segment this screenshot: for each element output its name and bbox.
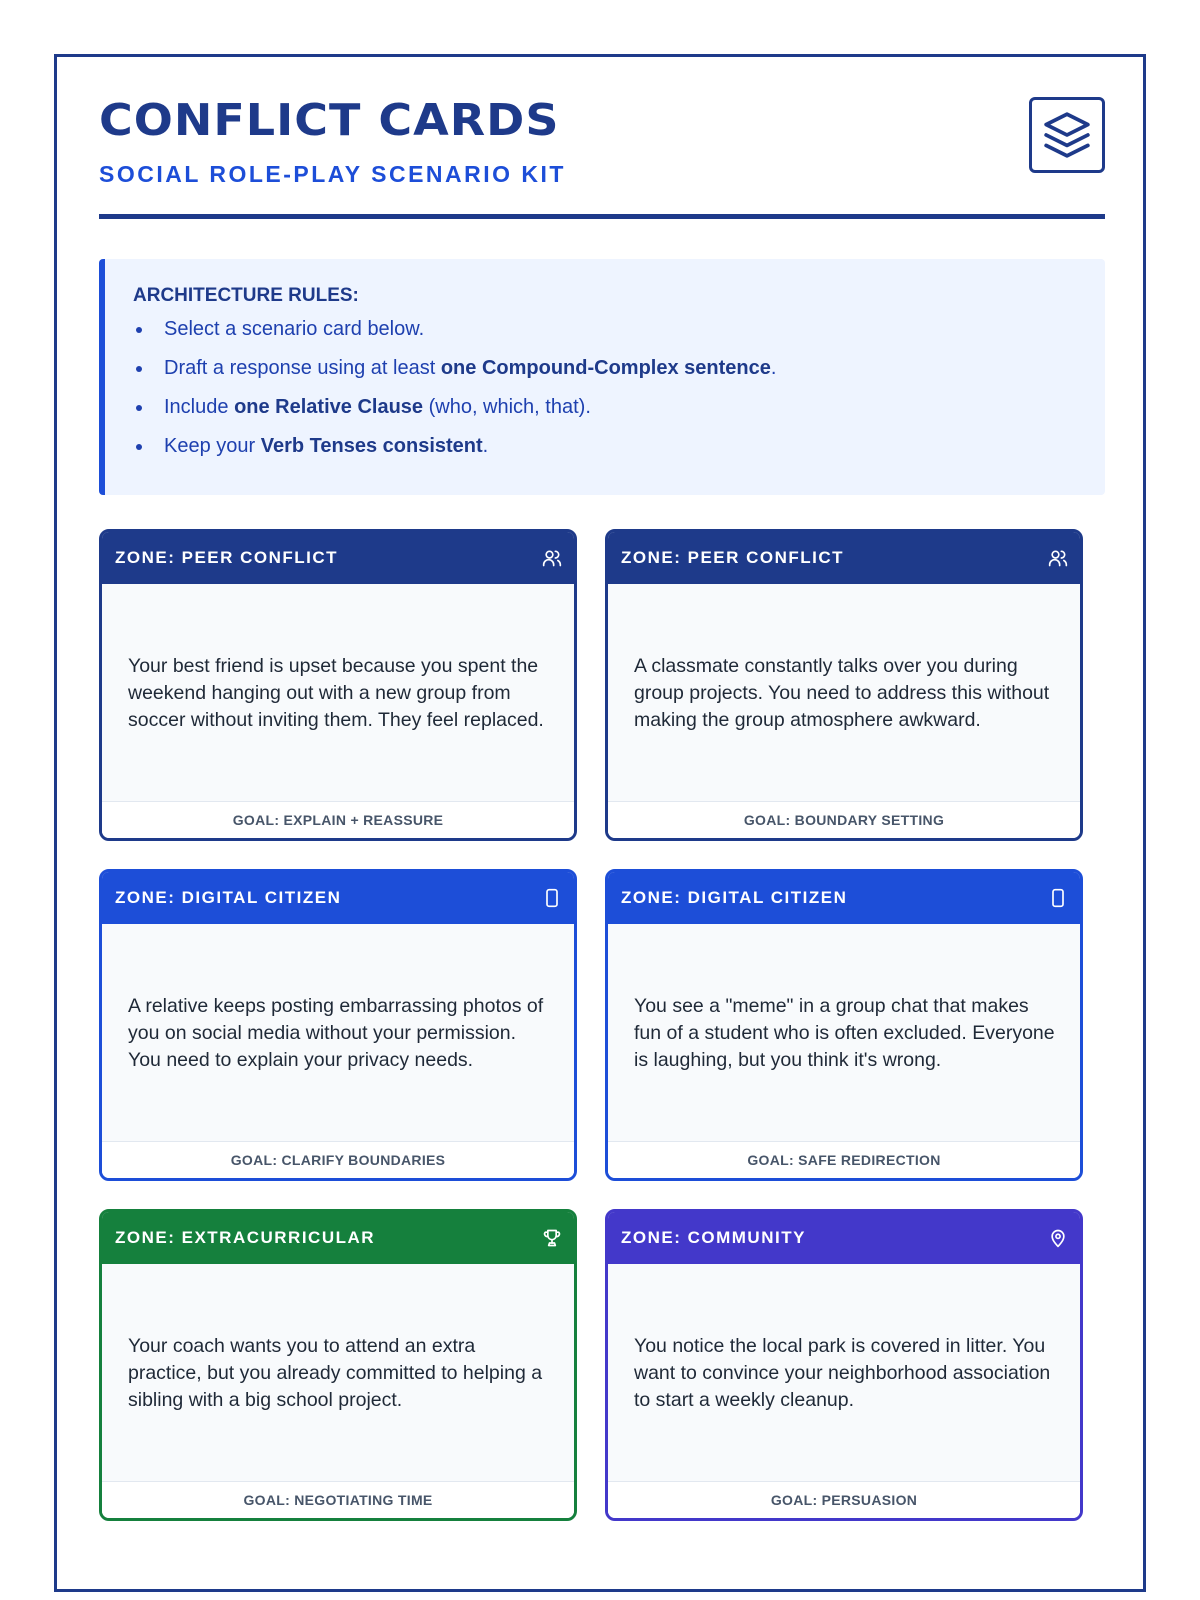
card-zone-label: ZONE: PEER CONFLICT (115, 548, 339, 567)
card-header (608, 532, 1080, 584)
card-scenario-text: You notice the local park is covered in litter. You want to convince your neighborhood association to start a weekly cleanup. (634, 1334, 1051, 1411)
card-goal: GOAL: EXPLAIN + REASSURE (102, 801, 574, 838)
rule-text-end: (who, which, that). (423, 396, 591, 418)
card-scenario-text: Your best friend is upset because you spent the weekend hanging out with a new group from soccer without inviting them. They feel replaced. (128, 654, 544, 731)
rules-heading: ARCHITECTURE RULES: (133, 285, 359, 306)
rule-text: Include (164, 396, 235, 418)
card-goal: GOAL: PERSUASION (608, 1481, 1080, 1518)
worksheet-page (54, 54, 1146, 1592)
rule-item (133, 395, 1105, 434)
rules-panel (99, 259, 1105, 495)
card-zone-label: ZONE: PEER CONFLICT (621, 548, 845, 567)
page-title: CONFLICT CARDS (99, 94, 560, 146)
card-header (608, 1212, 1080, 1264)
card-scenario-text: You see a "meme" in a group chat that makes fun of a student who is often excluded. Everyone is laughing, but you think it's wrong. (634, 994, 1055, 1071)
trophy-icon (542, 1228, 562, 1248)
scenario-card[interactable] (99, 869, 577, 1181)
card-zone-label: ZONE: EXTRACURRICULAR (115, 1228, 376, 1247)
card-scenario-text: Your coach wants you to attend an extra practice, but you already committed to helping a sibling with a big school project. (128, 1334, 543, 1411)
header-divider (99, 214, 1105, 219)
rule-emphasis: one Compound-Complex sentence (440, 357, 771, 379)
logo-badge (1029, 97, 1105, 173)
users-icon (542, 548, 562, 568)
card-scenario-text: A classmate constantly talks over you during group projects. You need to address this without making the group atmosphere awkward. (634, 654, 1050, 731)
card-header (102, 532, 574, 584)
scenario-card[interactable] (605, 529, 1083, 841)
scenario-card[interactable] (99, 529, 577, 841)
users-icon (1048, 548, 1068, 568)
scenario-card[interactable] (605, 1209, 1083, 1521)
card-zone-label: ZONE: DIGITAL CITIZEN (115, 888, 342, 907)
card-zone-label: ZONE: COMMUNITY (621, 1228, 806, 1247)
phone-icon (1048, 888, 1068, 908)
scenario-card[interactable] (605, 869, 1083, 1181)
rule-text: Keep your (164, 435, 261, 457)
rule-item (133, 317, 1105, 356)
rules-list (133, 317, 1105, 473)
scenario-card[interactable] (99, 1209, 577, 1521)
rule-text-end: . (482, 435, 489, 457)
card-scenario-text: A relative keeps posting embarrassing photos of you on social media without your permission. You need to explain your privacy needs. (128, 994, 544, 1071)
page-subtitle: SOCIAL ROLE-PLAY SCENARIO KIT (99, 161, 566, 187)
rule-emphasis: one Relative Clause (234, 396, 424, 418)
rule-text: Draft a response using at least (164, 357, 441, 379)
card-goal: GOAL: SAFE REDIRECTION (608, 1141, 1080, 1178)
rule-emphasis: Verb Tenses consistent (260, 435, 483, 457)
card-header (102, 1212, 574, 1264)
card-header (102, 872, 574, 924)
card-zone-label: ZONE: DIGITAL CITIZEN (621, 888, 848, 907)
card-goal: GOAL: CLARIFY BOUNDARIES (102, 1141, 574, 1178)
phone-icon (542, 888, 562, 908)
rule-item (133, 434, 1105, 473)
rule-item (133, 356, 1105, 395)
card-goal: GOAL: NEGOTIATING TIME (102, 1481, 574, 1518)
rule-text: Select a scenario card below. (164, 318, 425, 340)
map-pin-icon (1048, 1228, 1068, 1248)
card-goal: GOAL: BOUNDARY SETTING (608, 801, 1080, 838)
header (99, 94, 1105, 217)
layers-icon (1042, 110, 1092, 160)
rule-text-end: . (770, 357, 777, 379)
card-header (608, 872, 1080, 924)
